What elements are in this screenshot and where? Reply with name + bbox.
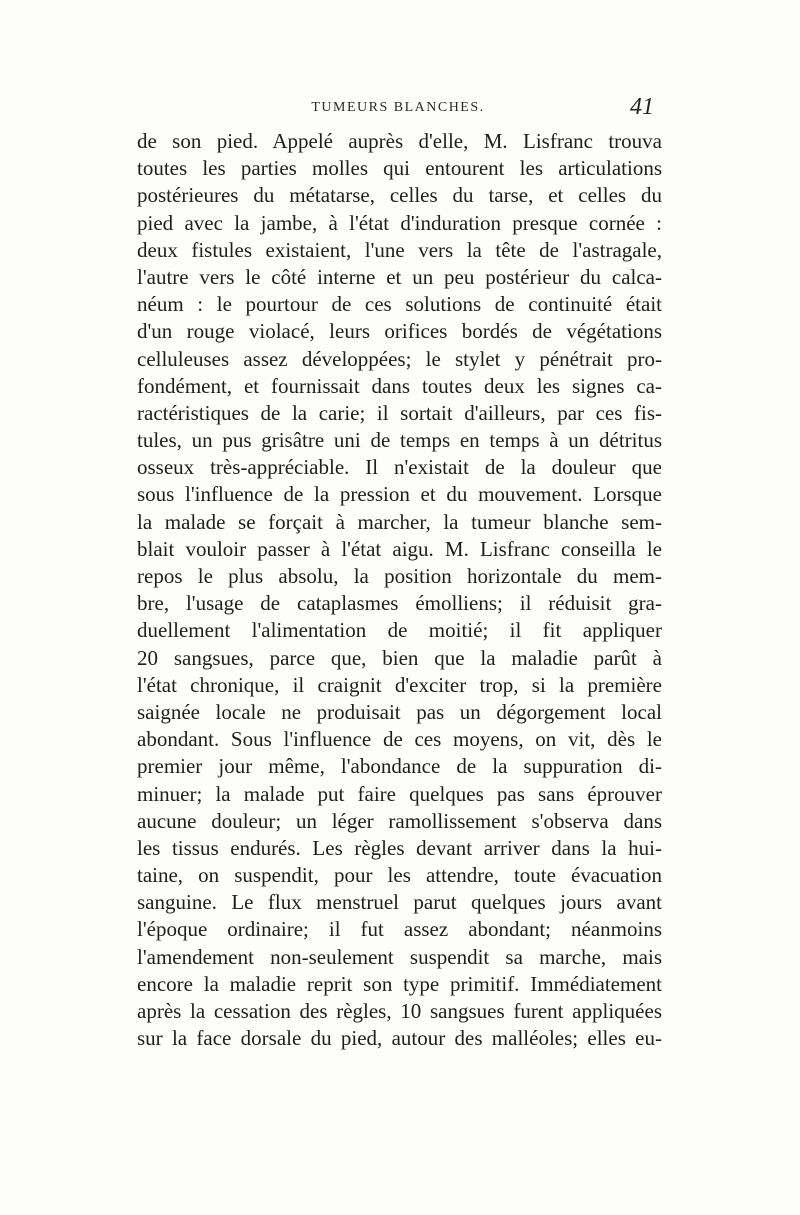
text-line: d'un rouge violacé, leurs orifices bordés de végétations xyxy=(137,319,662,344)
text-line: duellement l'alimentation de moitié; il fit appliquer xyxy=(137,618,662,643)
text-line: taine, on suspendit, pour les attendre, toute évacuation xyxy=(137,863,662,888)
text-line: la malade se forçait à marcher, la tumeur blanche sem- xyxy=(137,509,662,534)
text-line: 20 sangsues, parce que, bien que la maladie parût à xyxy=(137,645,662,670)
text-line: l'époque ordinaire; il fut assez abondant; néanmoins xyxy=(137,917,662,942)
text-line: minuer; la malade put faire quelques pas sans éprouver xyxy=(137,781,662,806)
text-line: fondément, et fournissait dans toutes deux les signes ca- xyxy=(137,373,662,398)
text-line: postérieures du métatarse, celles du tarse, et celles du xyxy=(137,183,662,208)
body-text xyxy=(137,128,662,1052)
text-line: aucune douleur; un léger ramollissement s'observa dans xyxy=(137,808,662,833)
text-line: deux fistules existaient, l'une vers la tête de l'astragale, xyxy=(137,237,662,262)
text-line: celluleuses assez développées; le stylet y pénétrait pro- xyxy=(137,346,662,371)
text-line: de son pied. Appelé auprès d'elle, M. Lisfranc trouva xyxy=(137,129,662,153)
text-line: premier jour même, l'abondance de la suppuration di- xyxy=(137,754,662,779)
text-line: après la cessation des règles, 10 sangsues furent appliquées xyxy=(137,999,662,1023)
text-line: l'état chronique, il craignit d'exciter trop, si la première xyxy=(137,672,662,697)
text-line: encore la maladie reprit son type primitif. Immédiatement xyxy=(137,971,662,996)
text-line: l'autre vers le côté interne et un peu postérieur du calca- xyxy=(137,264,662,289)
text-line: ractéristiques de la carie; il sortait d'ailleurs, par ces fis- xyxy=(137,400,662,425)
text-line: abondant. Sous l'influence de ces moyens, on vit, dès le xyxy=(137,727,662,752)
text-line: néum : le pourtour de ces solutions de continuité était xyxy=(137,292,662,317)
text-line: sur la face dorsale du pied, autour des malléoles; elles eu- xyxy=(137,1026,662,1051)
text-line: sanguine. Le flux menstruel parut quelques jours avant xyxy=(137,890,662,915)
page-number: 41 xyxy=(630,94,654,120)
text-line: osseux très-appréciable. Il n'existait de la douleur que xyxy=(137,455,662,480)
text-line: blait vouloir passer à l'état aigu. M. Lisfranc conseilla le xyxy=(137,536,662,561)
text-line: pied avec la jambe, à l'état d'induration presque cornée : xyxy=(137,210,662,235)
text-line: sous l'influence de la pression et du mouvement. Lorsque xyxy=(137,482,662,507)
text-line: tules, un pus grisâtre uni de temps en temps à un détritus xyxy=(137,428,662,453)
text-line: repos le plus absolu, la position horizontale du mem- xyxy=(137,564,662,588)
text-line: toutes les parties molles qui entourent les articulations xyxy=(137,156,662,181)
running-head: TUMEURS BLANCHES. xyxy=(311,100,485,115)
text-line: l'amendement non-seulement suspendit sa marche, mais xyxy=(137,944,662,969)
text-line: bre, l'usage de cataplasmes émolliens; il réduisit gra- xyxy=(137,591,662,616)
page-header xyxy=(138,96,658,126)
text-line: les tissus endurés. Les règles devant arriver dans la hui- xyxy=(137,835,662,860)
text-line: saignée locale ne produisait pas un dégorgement local xyxy=(137,699,662,724)
